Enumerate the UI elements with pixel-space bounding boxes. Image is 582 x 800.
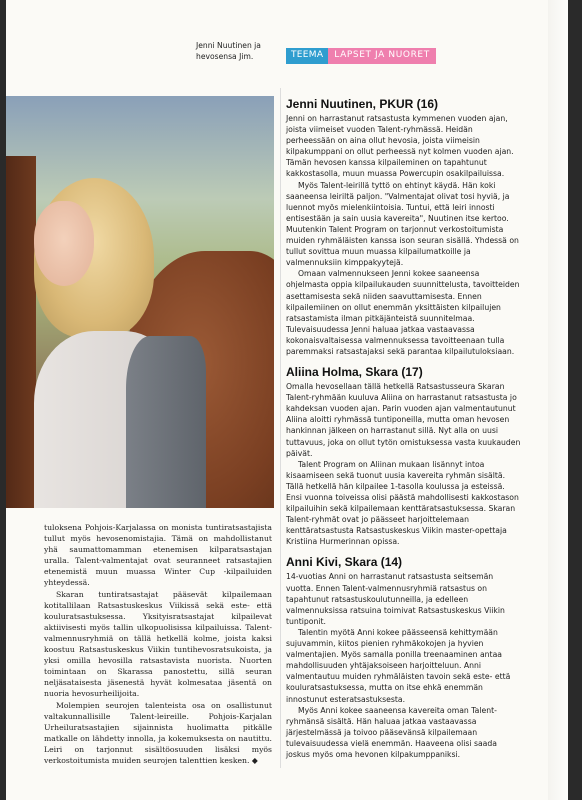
section-heading: Jenni Nuutinen, PKUR (16) [286, 97, 439, 111]
theme-label: TEEMA [286, 48, 328, 64]
section-paragraph: Omaan valmennukseen Jenni kokee saaneensa ohjelmasta oppia kilpailukauden suunnittelusta, tavoitteiden asettamisesta sekä niiden saavuttamisesta. Ennen kilpailemiinen on ollut enemmän yksittäisten kilpailujen ratsastamista ilman pitkäjänteistä suunnitelmaa. Tulevaisuudessa Jenni haluaa jatkaa vastaavassa kokonaisvaltaisessa valmennuksessa tavoitteenaan tulla paremmaksi ratsastajaksi sekä parantaa kilpailutuloksiaan. [286, 269, 520, 356]
section-paragraph: 14-vuotias Anni on harrastanut ratsastusta seitsemän vuotta. Ennen Talent-valmennusryhmiä ratsastus on tapahtunut ratsastuskoulutunneilla, ja edelleen valmennuksissa ratsuina toimivat Ratsastuskeskus Viikin tuntiponit. [286, 572, 505, 626]
section-paragraph: Omalla hevosellaan tällä hetkellä Ratsastusseura Skaran Talent-ryhmään kuuluva Aliina on harrastanut ratsastusta jo kahdeksan vuoden ajan. Parin vuoden ajan valmentautunut Aliina aloitti ryhmässä tuntiponeilla, mutta oman hevosen hankinnan jälkeen on harrastanut sillä. Nyt alla on uusi tuttavuus, joka on ollut tytön omistuksessa vasta kuukauden päivät. [286, 382, 521, 458]
page-binding [548, 0, 568, 800]
profile-section [286, 97, 522, 357]
theme-topic: LAPSET JA NUORET [328, 48, 436, 64]
magazine-page [6, 0, 568, 800]
profile-section [286, 555, 522, 760]
left-paragraph: tuloksena Pohjois-Karjalassa on monista tuntiratsastajista tullut myös hevosenomistajia. Tämä on mahdollistanut yhä saumattomamman etenemisen kilparatsastajan uralla. Talent-valmentajat ovat seuranneet ratsastajien etenemistä muun muassa Winter Cup -kilpailuiden yhteydessä. [44, 523, 272, 588]
photo-caption: Jenni Nuutinen ja hevosensa Jim. [196, 41, 261, 61]
horse-neck [6, 156, 36, 508]
girl-face [34, 201, 94, 286]
column-divider [280, 88, 281, 768]
girl-cardigan [126, 336, 206, 508]
left-column-text [44, 522, 272, 766]
section-paragraph: Myös Anni kokee saaneensa kavereita oman Talent-ryhmänsä sisältä. Hän haluaa jatkaa vastaavassa järjestelmässä ja toivoo pääsevänsä kilpailemaan tulevaisuudessa vielä enemmän. Haaveena olisi saada joskus myös oma hevonen kilpakumppaniksi. [286, 705, 497, 759]
section-heading: Aliina Holma, Skara (17) [286, 365, 423, 380]
left-paragraph: Skaran tuntiratsastajat pääsevät kilpailemaan kotitallilaan Ratsastuskeskus Viikissä sekä este- että kouluratsastuksessa. Yksityisratsastajat kilpailevat aktiivisesti myös tallin ulkopuolisissa kilpailuissa. Talent-valmennusryhmiä on tällä hetkellä kolme, joista kaksi koostuu Ratsastuskeskus Viikin tuntihevosratsukoista, ja yksi omilla hevosilla ratsastavista nuorista. Nuorten toimintaan on Skarassa panostettu, sillä seuran neljäsataisesta jäsenestä hyvät kolmesataa jäsentä on nuoria hevosurheilijoita. [44, 589, 272, 699]
right-column-text [286, 95, 522, 768]
section-heading: Anni Kivi, Skara (14) [286, 555, 403, 570]
photo-girl-with-horse [6, 96, 274, 508]
section-paragraph: Myös Talent-leirillä tyttö on ehtinyt käydä. Hän koki saaneensa leiriltä paljon. "Valmentajat olivat tosi hyviä, ja luennot myös mielenkiintoisia. Tuntui, että leiri innosti entisestään ja sain uusia kavereita", Nuutinen itse kertoo. Muutenkin Talent Program on tarjonnut verkostoitumista muiden ryhmäläisten kanssa ison seuran sisällä. Yhdessä on tullut sovittua muun muassa kilpailumatkoille ja valmennuksiin kimppakyytejä. [286, 180, 519, 268]
section-paragraph: Talentin myötä Anni kokee päässeensä kehittymään sujuvammin, kiitos pienien ryhmäkokojen ja hyvien valmentajien. Myös samalla ponilla treenaaminen antaa mahdollisuuden yhtäjaksoiseen harjoitteluun. Anni valmentautuu muiden ryhmäläisten tavoin sekä este- että kouluratsastuksessa, mutta on itse ehkä enemmän innostunut esteratsastuksesta. [286, 627, 511, 704]
theme-tag [286, 48, 436, 64]
section-paragraph: Talent Program on Aliinan mukaan lisännyt intoa kisaamiseen sekä tuonut uusia kavereita ryhmän sisältä. Tällä hetkellä hän kilpailee 1-tasolla koulussa ja esteissä. Ensi vuonna toiveissa olisi päästä mahdollisesti kakkostason kilpailuihin sekä kilpailemaan kenttäratsastuksessa. Skaran Talent-ryhmät ovat jo päässeet harjoittelemaan kenttäratsastusta Ratsastuskeskus Viikin master-opettaja Kristiina Hurmerinnan opissa. [286, 459, 519, 547]
left-paragraph: Molempien seurojen talenteista osa on osallistunut valtakunnallisille Talent-leireille. Pohjois-Karjalan Urheiluratsastajien sijainnista huolimatta pitkälle matkalle on lähdetty innolla, ja kokemuksesta on nautittu. Leiri on tarjonnut sisältöosuuden lisäksi myös verkostoitumista muiden seurojen talenttien kesken. ◆ [44, 700, 272, 765]
profile-section [286, 365, 522, 547]
section-paragraph: Jenni on harrastanut ratsastusta kymmenen vuoden ajan, joista viimeiset vuoden Talent-ryhmässä. Heidän perheessään on aina ollut hevosia, joista viimeisin kilpakumppani on ollut perheessä nyt kolmen vuoden ajan. Tämän hevosen kanssa kilpaileminen on tapahtunut kakkostasolla, muun muassa Powercupin osakilpailuissa. [286, 114, 514, 179]
